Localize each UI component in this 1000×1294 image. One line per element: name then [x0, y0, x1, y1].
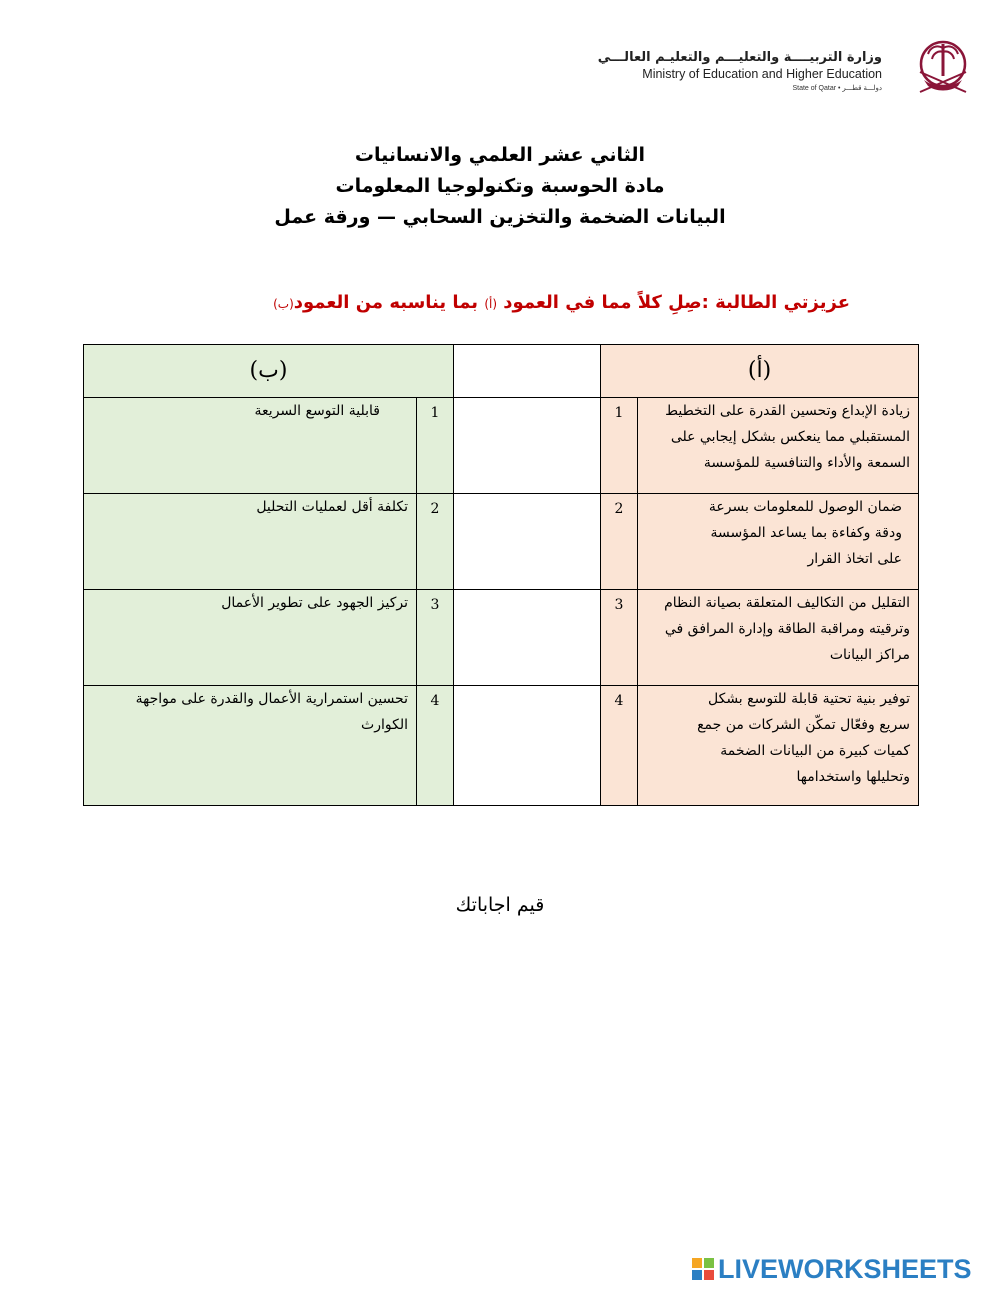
answer-drop-cell[interactable]	[454, 398, 601, 494]
qatar-emblem-icon	[914, 36, 972, 98]
title-lesson: البيانات الضخمة والتخزين السحابي — ورقة عمل	[274, 206, 726, 228]
column-a-text: ضمان الوصول للمعلومات بسرعة ودقة وكفاءة بما يساعد المؤسسة على اتخاذ القرار	[638, 494, 919, 590]
answer-drop-cell[interactable]	[454, 686, 601, 806]
ministry-name-arabic: وزارة التربيــــة والتعليـــم والتعليـم العالـــي	[597, 50, 882, 65]
column-a-number: 1	[601, 398, 638, 494]
column-b-number: 4	[417, 686, 454, 806]
instruction-part1: عزيزتي الطالبة :صِلِ كلاً مما في العمود	[503, 292, 850, 313]
column-b-text: تركيز الجهود على تطوير الأعمال	[84, 590, 417, 686]
ministry-name-english: Ministry of Education and Higher Education	[642, 67, 882, 81]
column-a-number: 4	[601, 686, 638, 806]
state-of-qatar: State of Qatar • دولـــة قطـــر	[792, 85, 882, 92]
matching-table	[83, 344, 919, 806]
column-b-text: تكلفة أقل لعمليات التحليل	[84, 494, 417, 590]
answer-drop-cell[interactable]	[454, 494, 601, 590]
worksheet-titles	[0, 140, 1000, 233]
evaluate-answers-button[interactable]: قيم اجاباتك	[455, 894, 545, 916]
table-row	[84, 590, 919, 686]
ministry-header	[597, 36, 972, 106]
column-b-text: تحسين استمرارية الأعمال والقدرة على مواجهة الكوارث	[84, 686, 417, 806]
answer-drop-cell[interactable]	[454, 590, 601, 686]
table-row	[84, 494, 919, 590]
title-grade: الثاني عشر العلمي والانسانيات	[354, 144, 646, 166]
column-a-text: التقليل من التكاليف المتعلقة بصيانة النظام وترقيته ومراقبة الطاقة وإدارة المرافق في مراكز البيانات	[638, 590, 919, 686]
table-header-row	[84, 345, 919, 398]
liveworksheets-wordmark: LIVEWORKSHEETS	[718, 1254, 972, 1284]
column-b-text: قابلية التوسع السريعة	[84, 398, 417, 494]
instruction-text	[273, 292, 850, 313]
column-a-text: زيادة الإبداع وتحسين القدرة على التخطيط المستقبلي مما ينعكس بشكل إيجابي على السمعة والأداء والتنافسية للمؤسسة	[638, 398, 919, 494]
column-a-text: توفير بنية تحتية قابلة للتوسع بشكل سريع وفعّال تمكّن الشركات من جمع كميات كبيرة من البيانات الضخمة وتحليلها واستخدامها	[638, 686, 919, 806]
instruction-part2: بما يناسبه من العمود	[293, 292, 479, 313]
liveworksheets-logo[interactable]	[692, 1254, 992, 1284]
answer-header-cell	[454, 345, 601, 398]
column-b-header: (ب)	[84, 345, 454, 398]
table-row	[84, 398, 919, 494]
column-a-number: 2	[601, 494, 638, 590]
column-b-number: 1	[417, 398, 454, 494]
column-b-number: 3	[417, 590, 454, 686]
title-subject: مادة الحوسبة وتكنولوجيا المعلومات	[335, 175, 665, 197]
column-a-header: (أ)	[601, 345, 919, 398]
liveworksheets-badge-icon	[692, 1258, 714, 1280]
column-b-number: 2	[417, 494, 454, 590]
instruction-col-a: (أ)	[484, 297, 498, 311]
instruction-col-b: (ب)	[273, 297, 294, 311]
column-a-number: 3	[601, 590, 638, 686]
table-row	[84, 686, 919, 806]
